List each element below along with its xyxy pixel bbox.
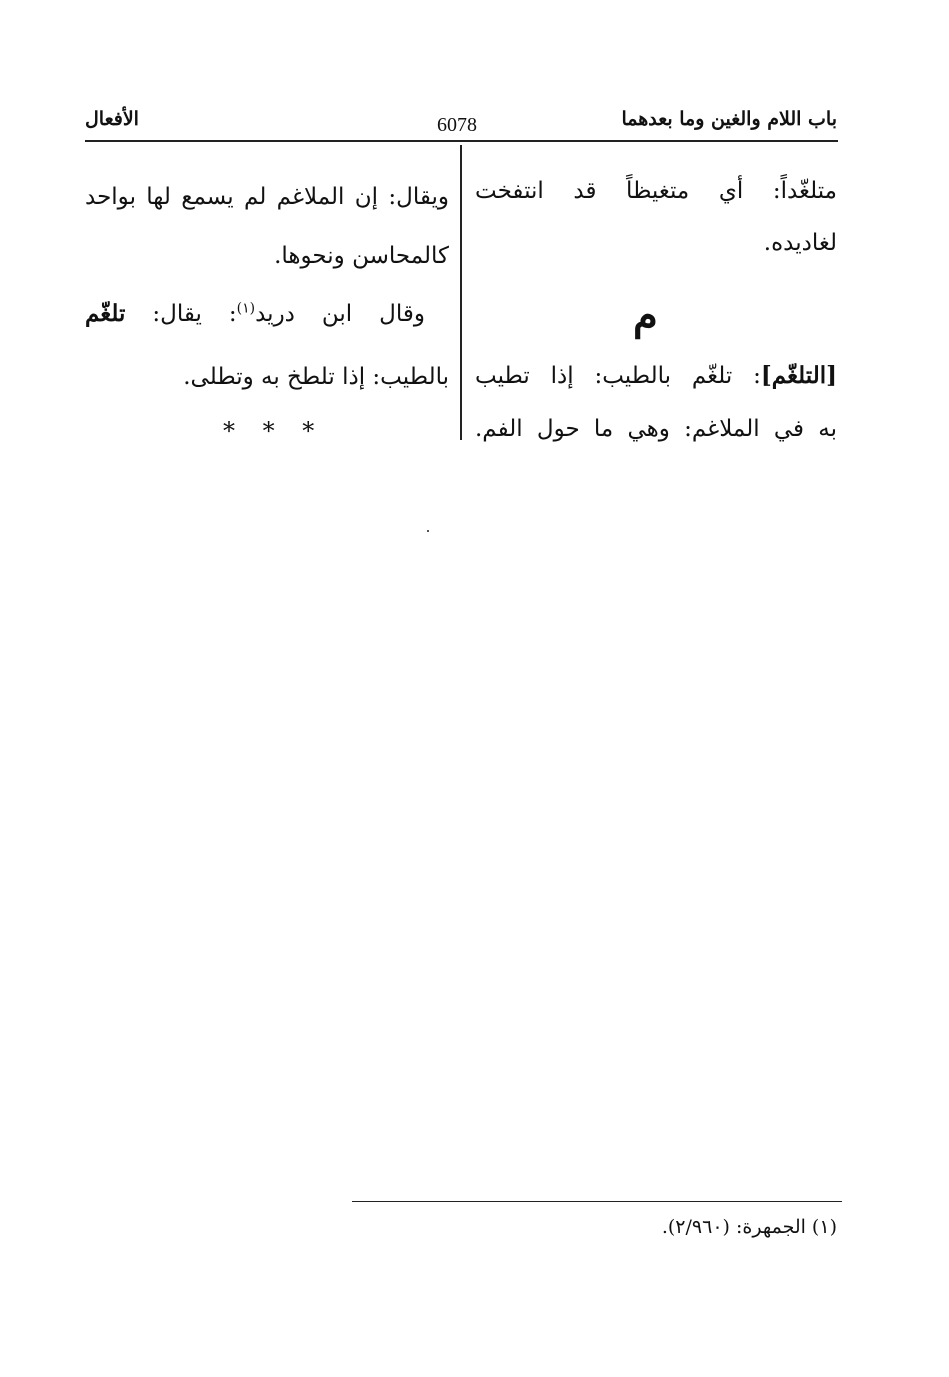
footnote-rule <box>352 1201 842 1202</box>
column-separator <box>460 145 462 440</box>
section-title: الأفعال <box>85 108 139 130</box>
citation-mid: : يقال: <box>125 301 237 327</box>
section-separator: * * * <box>223 417 325 445</box>
letter-heading: م <box>633 292 658 339</box>
chapter-title: باب اللام والغين وما بعدهما <box>621 108 837 130</box>
entry-term: [التلغّم] <box>760 362 837 389</box>
footnote: (١) الجمهرة: (٢/٩٦٠). <box>661 1216 837 1238</box>
left-col-line-1: ويقال: إن الملاغم لم يسمع لها بواحد <box>85 184 449 210</box>
speck <box>427 530 429 532</box>
left-col-line-3 <box>85 300 425 327</box>
citation-prefix: وقال ابن دريد <box>255 301 425 327</box>
entry-line-1 <box>475 362 837 389</box>
citation-term: تلغّم <box>85 300 126 327</box>
footnote-ref: (١) <box>236 300 256 317</box>
right-col-line-1: متلغّداً: أي متغيظاً قد انتفخت <box>475 178 837 204</box>
left-col-line-4: بالطيب: إذا تلطخ به وتطلى. <box>183 364 449 390</box>
entry-line-2: به في الملاغم: وهي ما حول الفم. <box>475 416 837 442</box>
right-col-line-2: لغاديده. <box>763 230 837 256</box>
header-rule <box>85 140 838 142</box>
left-col-line-2: كالمحاسن ونحوها. <box>274 243 449 269</box>
page-number: 6078 <box>437 114 477 136</box>
entry-line-1-text: : تلغّم بالطيب: إذا تطيب <box>475 363 761 389</box>
